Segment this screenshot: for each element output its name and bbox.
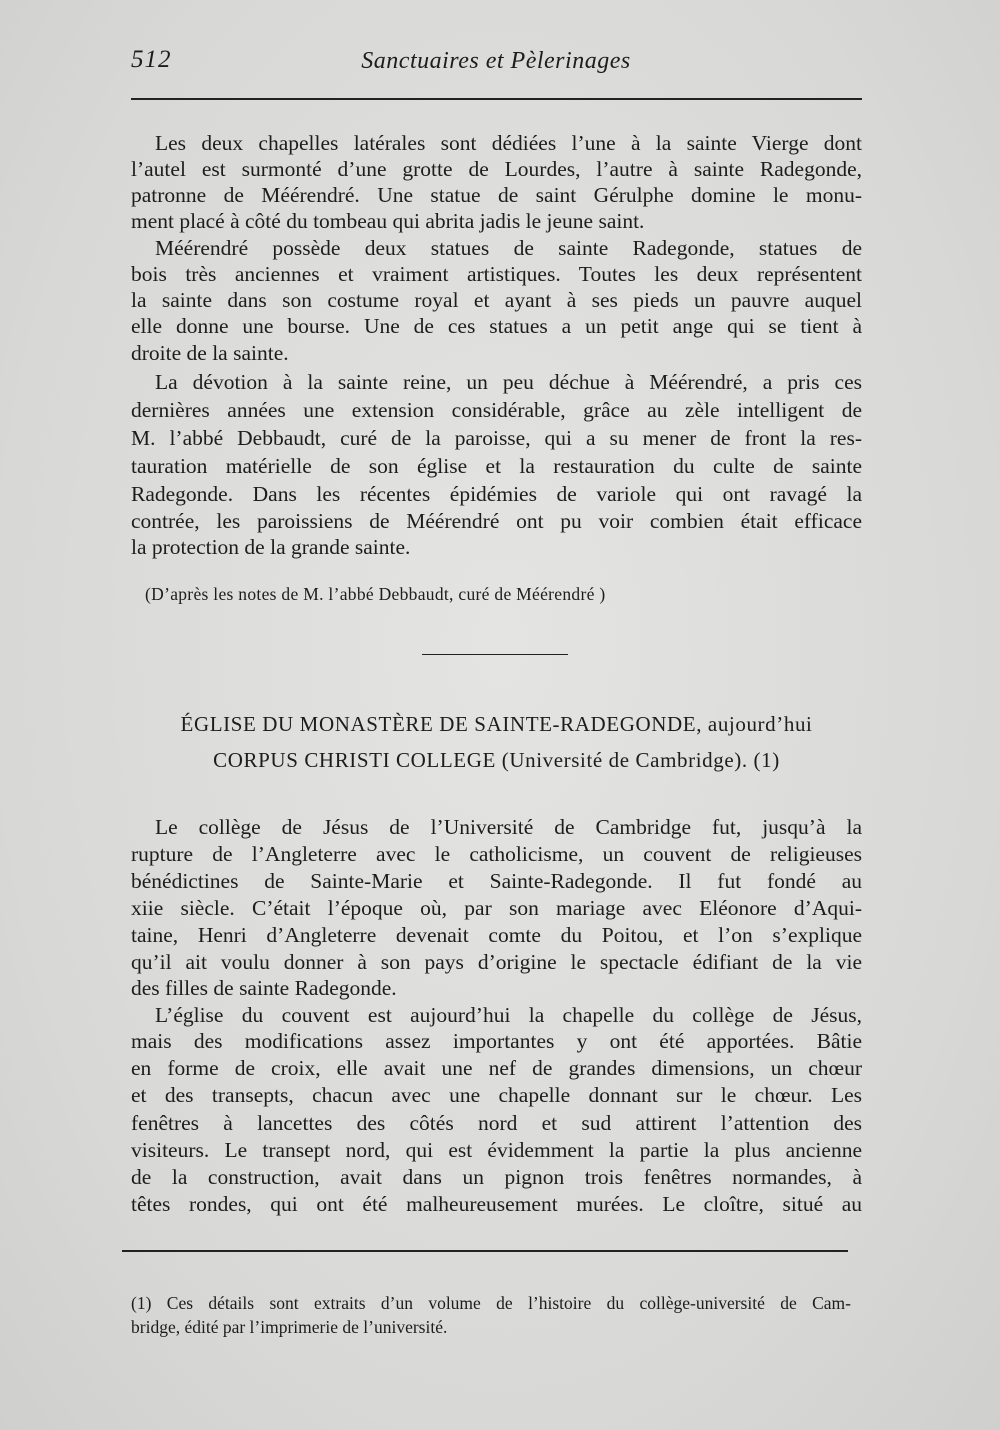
text-line: elle donne une bourse. Une de ces statues a un petit ange qui se tient à (131, 314, 862, 338)
text-line: patronne de Méérendré. Une statue de saint Gérulphe domine le monu- (131, 183, 862, 207)
running-title: Sanctuaires et Pèlerinages (361, 48, 631, 74)
text-line: têtes rondes, qui ont été malheureusement murées. Le cloître, situé au (131, 1192, 862, 1216)
text-line: La dévotion à la sainte reine, un peu déchue à Méérendré, a pris ces (155, 370, 862, 394)
page-number: 512 (131, 46, 172, 73)
text-line: droite de la sainte. (131, 341, 289, 365)
section-separator (422, 654, 568, 655)
text-line: Les deux chapelles latérales sont dédiées l’une à la sainte Vierge dont (155, 131, 862, 155)
text-line: en forme de croix, elle avait une nef de grandes dimensions, un chœur (131, 1056, 862, 1080)
text-line: visiteurs. Le transept nord, qui est évidemment la partie la plus ancienne (131, 1138, 862, 1162)
text-line: rupture de l’Angleterre avec le catholicisme, un couvent de religieuses (131, 842, 862, 866)
text-line: ment placé à côté du tombeau qui abrita jadis le jeune saint. (131, 209, 645, 233)
text-line: M. l’abbé Debbaudt, curé de la paroisse, qui a su mener de front la res- (131, 426, 862, 450)
header-rule (131, 98, 862, 100)
text-line: et des transepts, chacun avec une chapelle donnant sur le chœur. Les (131, 1083, 862, 1107)
text-line: Méérendré possède deux statues de sainte Radegonde, statues de (155, 236, 862, 260)
page-header (131, 46, 861, 82)
text-line: tauration matérielle de son église et la restauration du culte de sainte (131, 454, 862, 478)
text-line: la sainte dans son costume royal et ayant à ses pieds un pauvre auquel (131, 288, 862, 312)
text-line: de la construction, avait dans un pignon trois fenêtres normandes, à (131, 1165, 862, 1189)
text-line: bois très anciennes et vraiment artistiques. Toutes les deux représentent (131, 262, 862, 286)
text-line: contrée, les paroissiens de Méérendré ont pu voir combien était efficace (131, 509, 862, 533)
text-line: Radegonde. Dans les récentes épidémies de variole qui ont ravagé la (131, 482, 862, 506)
text-line: L’église du couvent est aujourd’hui la chapelle du collège de Jésus, (155, 1003, 862, 1027)
text-line: qu’il ait voulu donner à son pays d’origine le spectacle édifiant de la vie (131, 950, 862, 974)
text-line: xiie siècle. C’était l’époque où, par son mariage avec Eléonore d’Aqui- (131, 896, 862, 920)
text-line: taine, Henri d’Angleterre devenait comte du Poitou, et l’on s’explique (131, 923, 862, 947)
text-line: l’autel est surmonté d’une grotte de Lourdes, l’autre à sainte Radegonde, (131, 157, 862, 181)
footnote-line: bridge, édité par l’imprimerie de l’université. (131, 1317, 448, 1337)
footnote-rule (122, 1250, 848, 1252)
attribution-note: (D’après les notes de M. l’abbé Debbaudt, curé de Méérendré ) (145, 584, 606, 604)
text-line: Le collège de Jésus de l’Université de Cambridge fut, jusqu’à la (155, 815, 862, 839)
section-heading-line-2: CORPUS CHRISTI COLLEGE (Université de Cambridge). (1) (213, 748, 780, 772)
text-line: mais des modifications assez importantes y ont été apportées. Bâtie (131, 1029, 862, 1053)
text-line: fenêtres à lancettes des côtés nord et sud attirent l’attention des (131, 1111, 862, 1135)
text-line: des filles de sainte Radegonde. (131, 976, 397, 1000)
text-line: bénédictines de Sainte-Marie et Sainte-Radegonde. Il fut fondé au (131, 869, 862, 893)
text-line: la protection de la grande sainte. (131, 535, 411, 559)
text-line: dernières années une extension considérable, grâce au zèle intelligent de (131, 398, 862, 422)
section-heading-line-1: ÉGLISE DU MONASTÈRE DE SAINTE-RADEGONDE, aujourd’hui (180, 712, 813, 736)
footnote-line: (1) Ces détails sont extraits d’un volume de l’histoire du collège-université de Cam- (131, 1293, 851, 1313)
